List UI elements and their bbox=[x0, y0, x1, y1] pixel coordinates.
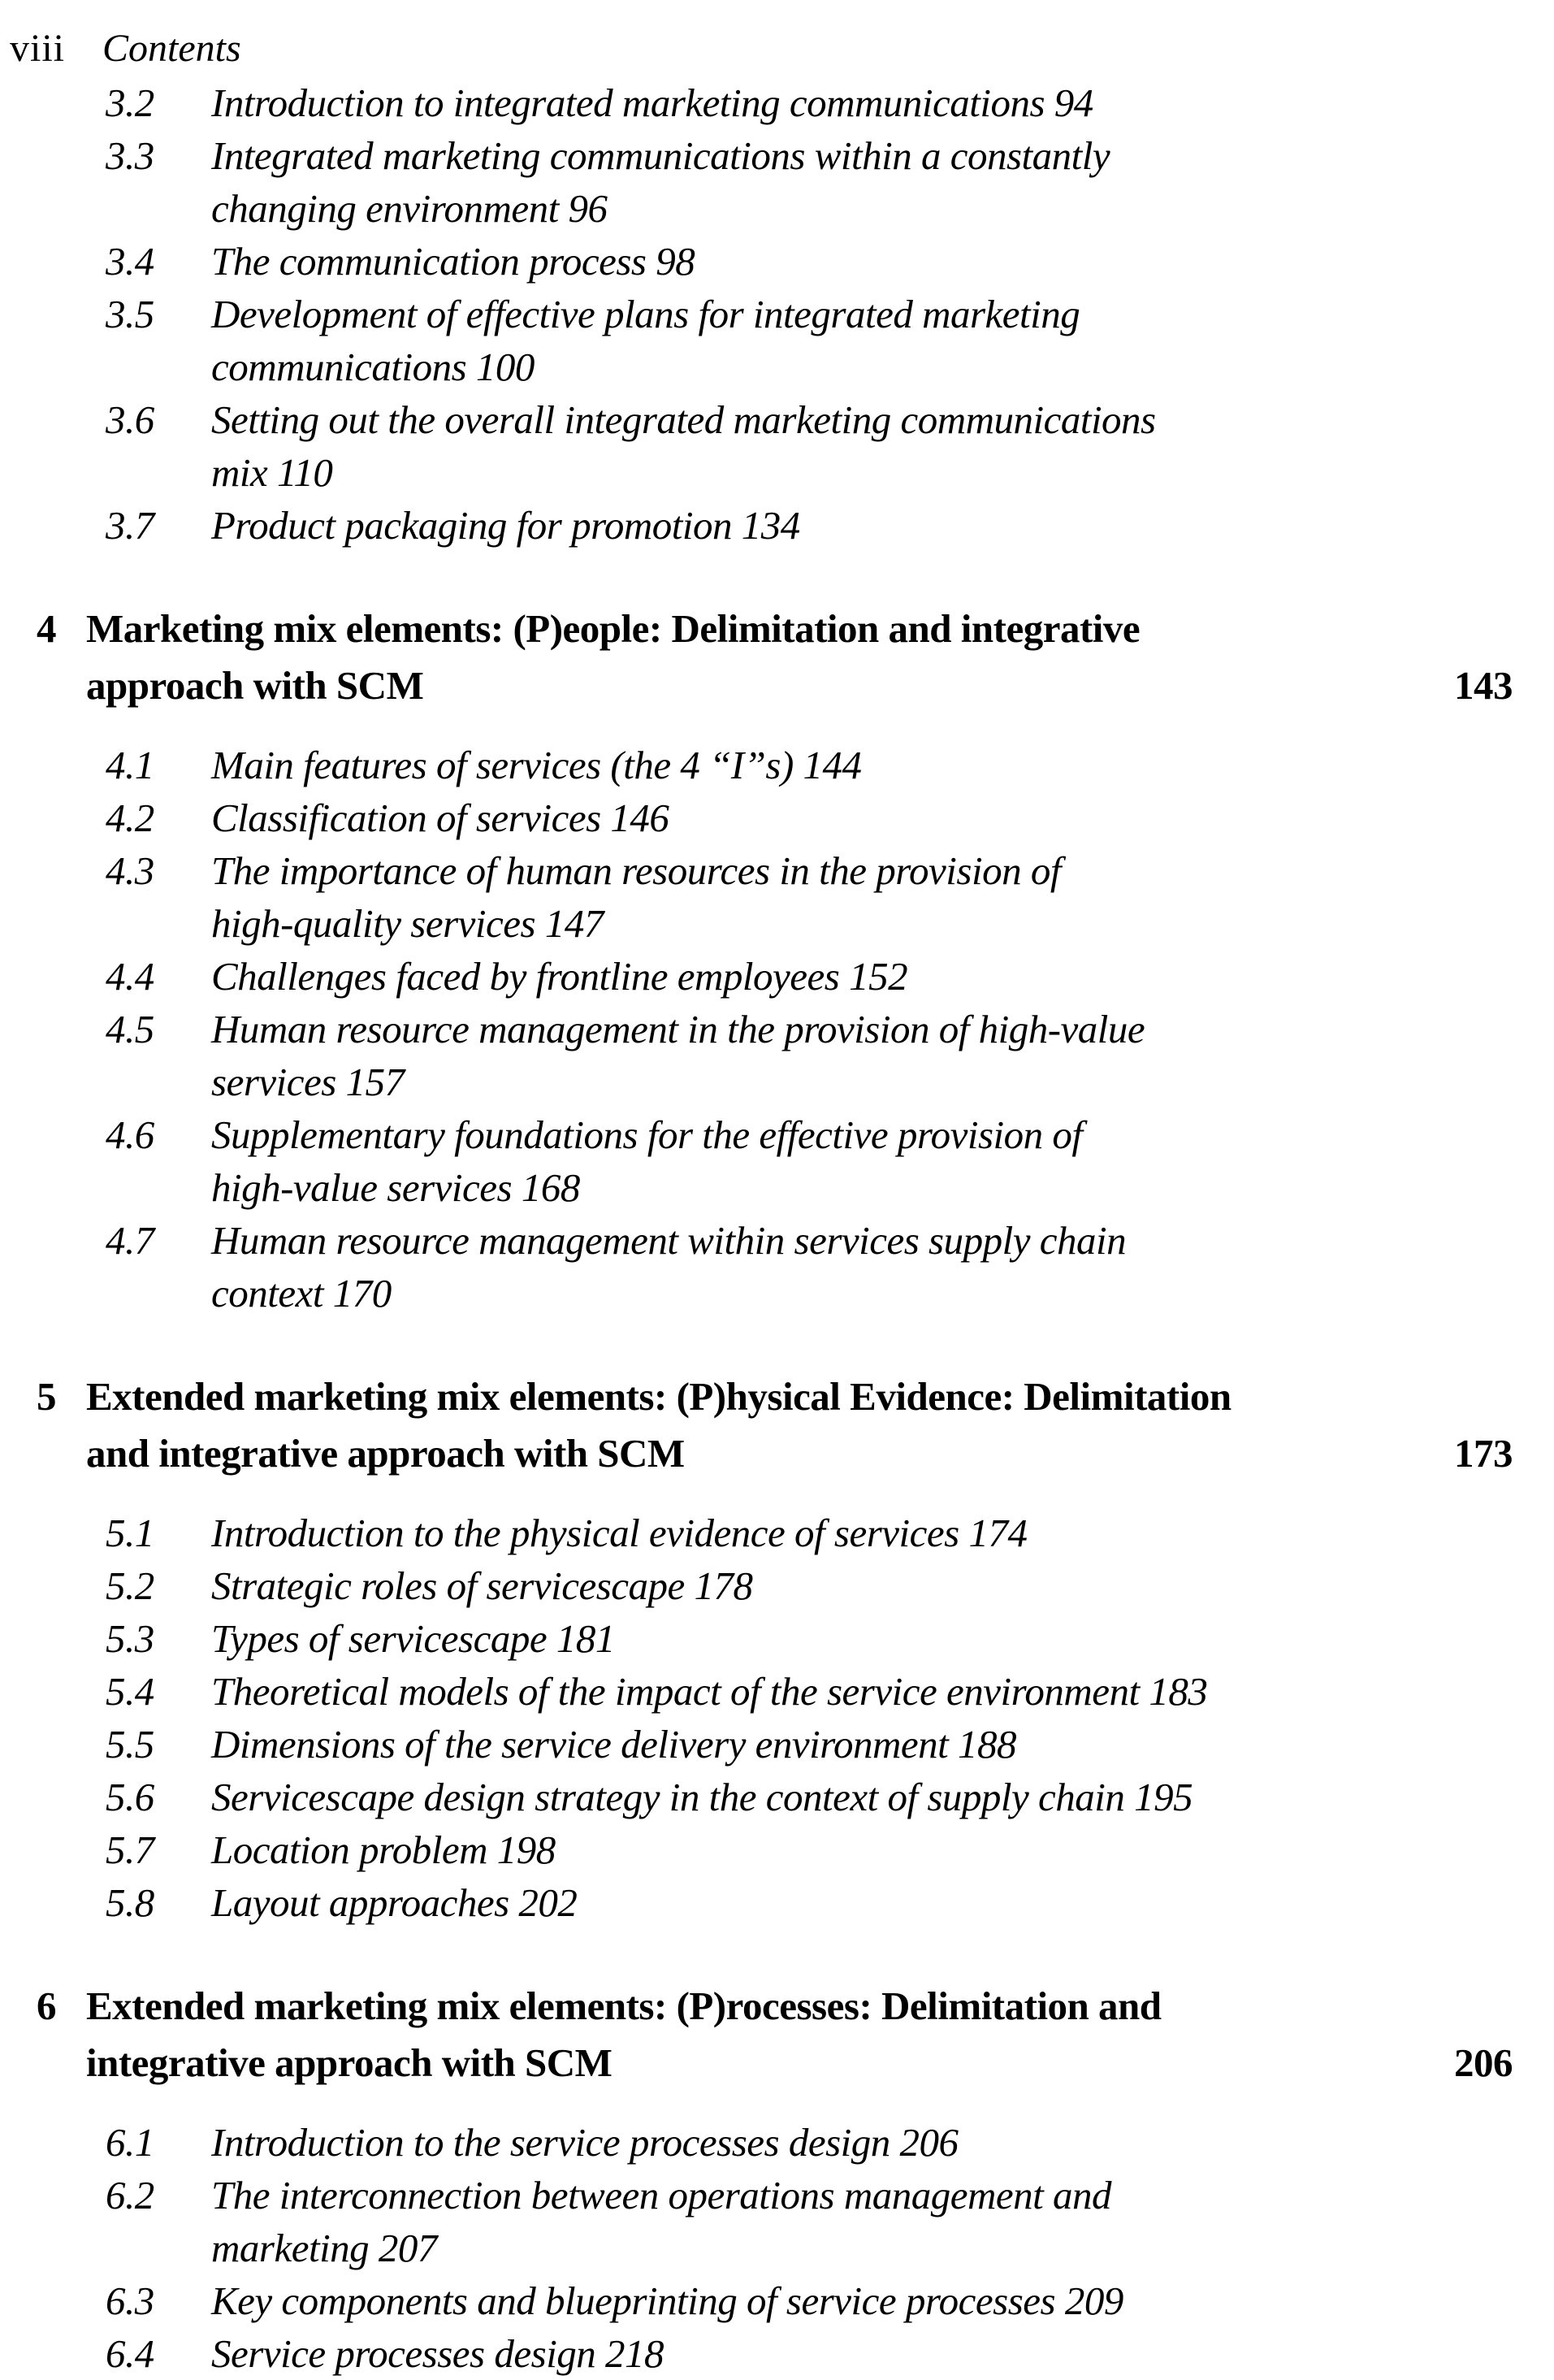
toc-entry bbox=[0, 1214, 1554, 1320]
toc-entry bbox=[0, 2274, 1554, 2327]
chapter-3-sections bbox=[0, 76, 1554, 552]
toc-entry bbox=[0, 235, 1554, 288]
chapter-heading-4 bbox=[0, 600, 1554, 714]
chapter-page-number: 143 bbox=[1454, 663, 1513, 708]
section-number: 5.8 bbox=[106, 1880, 154, 1925]
toc-entry bbox=[0, 950, 1554, 1003]
chapter-title-line: approach with SCM bbox=[86, 663, 424, 708]
toc-entry bbox=[0, 129, 1554, 235]
section-number: 4.6 bbox=[106, 1112, 154, 1157]
entry-text-continuation: services 157 bbox=[211, 1060, 405, 1104]
entry-text-continuation: mix 110 bbox=[211, 450, 333, 495]
entry-text-continuation: communications 100 bbox=[211, 345, 535, 389]
section-number: 6.1 bbox=[106, 2120, 154, 2165]
toc-entry bbox=[0, 1506, 1554, 1559]
entry-text: Types of servicescape 181 bbox=[211, 1616, 615, 1661]
toc-entry bbox=[0, 76, 1554, 129]
entry-text: Human resource management within services supply chain bbox=[211, 1218, 1127, 1263]
toc-entry bbox=[0, 1771, 1554, 1823]
chapter-title-line: and integrative approach with SCM bbox=[86, 1431, 685, 1476]
section-number: 5.1 bbox=[106, 1511, 154, 1555]
entry-text: Theoretical models of the impact of the service environment 183 bbox=[211, 1669, 1208, 1714]
section-number: 3.5 bbox=[106, 292, 154, 336]
section-number: 6.3 bbox=[106, 2278, 154, 2323]
entry-text: The communication process 98 bbox=[211, 239, 695, 284]
toc-entry bbox=[0, 1108, 1554, 1214]
section-number: 3.3 bbox=[106, 133, 154, 178]
section-number: 5.3 bbox=[106, 1616, 154, 1661]
entry-text: Supplementary foundations for the effective provision of bbox=[211, 1112, 1083, 1157]
section-number: 4.4 bbox=[106, 954, 154, 999]
toc-entry bbox=[0, 739, 1554, 791]
entry-text: Setting out the overall integrated marketing communications bbox=[211, 397, 1156, 442]
chapter-5-sections bbox=[0, 1506, 1554, 1929]
entry-text: Layout approaches 202 bbox=[211, 1880, 578, 1925]
entry-text: Dimensions of the service delivery environment 188 bbox=[211, 1722, 1017, 1767]
section-number: 3.4 bbox=[106, 239, 154, 284]
chapter-title bbox=[86, 1978, 1554, 2092]
entry-text-continuation: changing environment 96 bbox=[211, 186, 608, 231]
entry-text: Introduction to the physical evidence of services 174 bbox=[211, 1511, 1028, 1555]
toc-entry bbox=[0, 1665, 1554, 1718]
chapter-title-line: integrative approach with SCM bbox=[86, 2040, 613, 2085]
entry-text: Main features of services (the 4 “I”s) 144 bbox=[211, 743, 862, 787]
chapter-title bbox=[86, 1368, 1554, 1482]
section-number: 5.4 bbox=[106, 1669, 154, 1714]
entry-text: The importance of human resources in the provision of bbox=[211, 848, 1061, 893]
entry-text-continuation: high-value services 168 bbox=[211, 1165, 580, 1210]
section-number: 4.7 bbox=[106, 1218, 154, 1263]
entry-text-continuation: context 170 bbox=[211, 1271, 392, 1316]
toc-entry bbox=[0, 288, 1554, 393]
section-number: 3.7 bbox=[106, 503, 154, 548]
toc-entry bbox=[0, 1612, 1554, 1665]
section-number: 4.1 bbox=[106, 743, 154, 787]
entry-text: The interconnection between operations management and bbox=[211, 2173, 1111, 2217]
entry-text: Introduction to integrated marketing communications 94 bbox=[211, 80, 1093, 125]
chapter-6-sections bbox=[0, 2116, 1554, 2380]
entry-text: Key components and blueprinting of service processes 209 bbox=[211, 2278, 1123, 2323]
entry-text: Integrated marketing communications within a constantly bbox=[211, 133, 1110, 178]
chapter-4-sections bbox=[0, 739, 1554, 1320]
section-number: 3.2 bbox=[106, 80, 154, 125]
entry-text: Product packaging for promotion 134 bbox=[211, 503, 800, 548]
toc-entry bbox=[0, 1003, 1554, 1108]
section-number: 6.4 bbox=[106, 2331, 154, 2376]
entry-text: Development of effective plans for integrated marketing bbox=[211, 292, 1080, 336]
folio-page-number: viii bbox=[10, 27, 66, 70]
chapter-title-line: Marketing mix elements: (P)eople: Delimitation and integrative bbox=[86, 606, 1141, 651]
entry-text: Strategic roles of servicescape 178 bbox=[211, 1563, 753, 1608]
running-head-title: Contents bbox=[102, 27, 241, 70]
toc-entry bbox=[0, 1559, 1554, 1612]
entry-text: Human resource management in the provision of high-value bbox=[211, 1007, 1145, 1051]
toc-entry bbox=[0, 2116, 1554, 2169]
chapter-page-number: 206 bbox=[1454, 2040, 1513, 2085]
chapter-title-line: Extended marketing mix elements: (P)hysical Evidence: Delimitation bbox=[86, 1374, 1232, 1419]
chapter-page-number: 173 bbox=[1454, 1431, 1513, 1476]
entry-text: Challenges faced by frontline employees 152 bbox=[211, 954, 908, 999]
section-number: 6.2 bbox=[106, 2173, 154, 2217]
entry-text: Service processes design 218 bbox=[211, 2331, 664, 2376]
chapter-title-line: Extended marketing mix elements: (P)rocesses: Delimitation and bbox=[86, 1983, 1162, 2028]
entry-text: Classification of services 146 bbox=[211, 796, 669, 840]
section-number: 4.2 bbox=[106, 796, 154, 840]
section-number: 4.5 bbox=[106, 1007, 154, 1051]
section-number: 3.6 bbox=[106, 397, 154, 442]
toc-entry bbox=[0, 499, 1554, 552]
entry-text: Servicescape design strategy in the context of supply chain 195 bbox=[211, 1775, 1193, 1819]
chapter-heading-5 bbox=[0, 1368, 1554, 1482]
chapter-title bbox=[86, 600, 1554, 714]
chapter-heading-6 bbox=[0, 1978, 1554, 2092]
section-number: 4.3 bbox=[106, 848, 154, 893]
entry-text: Location problem 198 bbox=[211, 1827, 556, 1872]
entry-text-continuation: marketing 207 bbox=[211, 2226, 437, 2270]
section-number: 5.2 bbox=[106, 1563, 154, 1608]
entry-text: Introduction to the service processes design 206 bbox=[211, 2120, 959, 2165]
entry-text-continuation: high-quality services 147 bbox=[211, 901, 604, 946]
toc-entry bbox=[0, 791, 1554, 844]
toc-entry bbox=[0, 393, 1554, 499]
toc-entry bbox=[0, 1876, 1554, 1929]
toc-entry bbox=[0, 2327, 1554, 2380]
section-number: 5.6 bbox=[106, 1775, 154, 1819]
toc-entry bbox=[0, 844, 1554, 950]
toc-entry bbox=[0, 1718, 1554, 1771]
toc-entry bbox=[0, 1823, 1554, 1876]
section-number: 5.7 bbox=[106, 1827, 154, 1872]
toc-entry bbox=[0, 2169, 1554, 2274]
section-number: 5.5 bbox=[106, 1722, 154, 1767]
chapter-number: 4 bbox=[37, 606, 56, 651]
chapter-number: 5 bbox=[37, 1374, 56, 1419]
chapter-number: 6 bbox=[37, 1983, 56, 2028]
